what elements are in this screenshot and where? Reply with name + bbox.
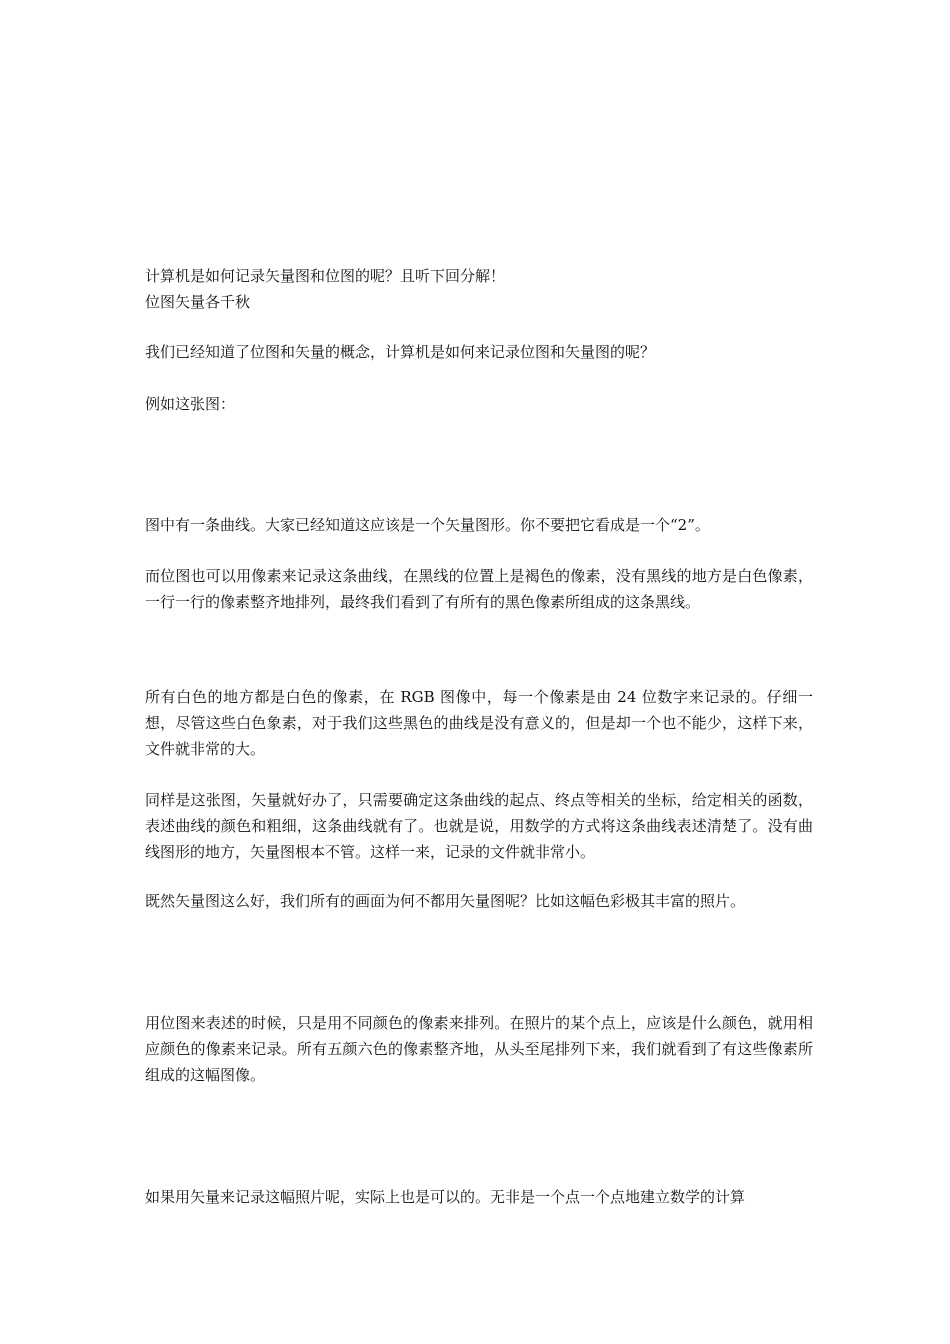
paragraph: 用位图来表述的时候，只是用不同颜色的像素来排列。在照片的某个点上，应该是什么颜色，就用相应颜色的像素来记录。所有五颜六色的像素整齐地，从头至尾排列下来，我们就看到了有这些像素所组成的这幅图像。 (145, 1014, 813, 1084)
paragraph: 图中有一条曲线。大家已经知道这应该是一个矢量图形。你不要把它看成是一个“2”。 (145, 516, 710, 534)
paragraph: 所有白色的地方都是白色的像素，在 RGB 图像中，每一个像素是由 24 位数字来记录的。仔细一想，尽管这些白色象素，对于我们这些黑色的曲线是没有意义的，但是却一个也不能少，这样下来，文件就非常的大。 (145, 688, 813, 758)
section-title: 位图矢量各千秋 (145, 293, 251, 311)
intro-line: 计算机是如何记录矢量图和位图的呢？且听下回分解！ (145, 267, 506, 285)
paragraph: 我们已经知道了位图和矢量的概念，计算机是如何来记录位图和矢量图的呢？ (145, 343, 656, 361)
paragraph: 如果用矢量来记录这幅照片呢，实际上也是可以的。无非是一个点一个点地建立数学的计算 (145, 1188, 746, 1206)
paragraph: 而位图也可以用像素来记录这条曲线，在黑线的位置上是褐色的像素，没有黑线的地方是白色像素，一行一行的像素整齐地排列，最终我们看到了有所有的黑色像素所组成的这条黑线。 (145, 567, 813, 611)
paragraph: 既然矢量图这么好，我们所有的画面为何不都用矢量图呢？比如这幅色彩极其丰富的照片。 (145, 892, 746, 910)
paragraph: 例如这张图： (145, 395, 236, 413)
paragraph: 同样是这张图，矢量就好办了，只需要确定这条曲线的起点、终点等相关的坐标，给定相关的函数，表述曲线的颜色和粗细，这条曲线就有了。也就是说，用数学的方式将这条曲线表述清楚了。没有曲线图形的地方，矢量图根本不管。这样一来，记录的文件就非常小。 (145, 791, 813, 861)
